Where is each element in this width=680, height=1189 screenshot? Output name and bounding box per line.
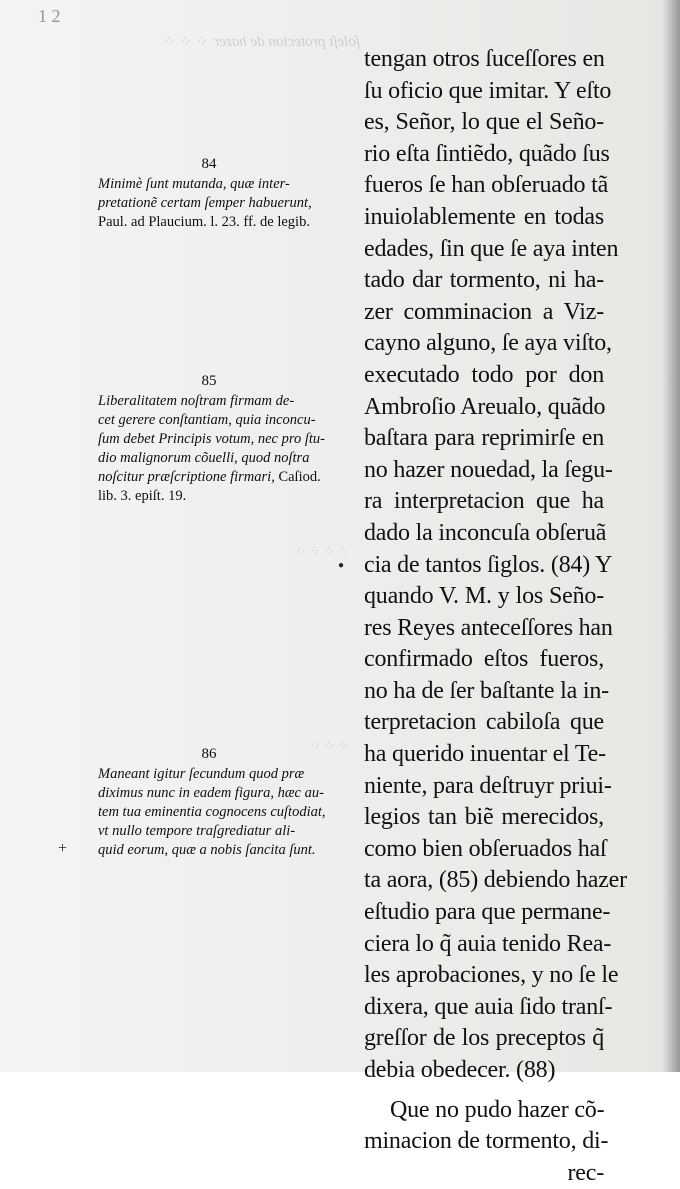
pen-mark: + bbox=[58, 840, 68, 857]
note-citation: Paul. ad Plaucium. l. 23. ff. de legib. bbox=[98, 214, 310, 230]
text-line: tengan otros ſuceſſores en bbox=[364, 46, 605, 72]
text-line: niente, para deſtruyr priui- bbox=[364, 772, 612, 799]
text-line: ha querido inuentar el Te- bbox=[364, 741, 606, 768]
text-line: baſtara para reprimirſe en bbox=[364, 425, 604, 452]
note-line: cet gerere conſtantiam, quia inconcu- bbox=[98, 412, 316, 428]
text-line: quando V. M. y los Seño- bbox=[364, 583, 604, 610]
text-line: cia de tantos ſiglos. (84) Y bbox=[364, 551, 613, 578]
text-line: edades, ſin que ſe aya inten bbox=[364, 235, 619, 262]
text-line: cayno alguno, ſe aya viſto, bbox=[364, 330, 612, 357]
text-line: fueros ſe han obſeruado tã bbox=[364, 172, 609, 199]
text-line: dado la inconcuſa obſeruã bbox=[364, 519, 607, 546]
text-line: legios tan biẽ merecidos, bbox=[364, 804, 604, 831]
text-line: dixera, que auia ſido tranſ- bbox=[364, 993, 613, 1020]
bleed-through-text: ⁘ ⁘ ⁘ bbox=[310, 738, 350, 753]
bleed-through-text: ſoleſt protecion de hazer ⁘ ⁘ ⁘ bbox=[164, 34, 360, 50]
note-line: dio malignorum cõuelli, quod noſtra bbox=[98, 450, 310, 466]
text-line: zer comminacion a Viz- bbox=[364, 298, 604, 325]
catchword: rec- bbox=[567, 1159, 604, 1186]
note-line: quid eorum, quæ a nobis ſancita ſunt. bbox=[98, 842, 316, 858]
note-number: 86 bbox=[201, 746, 217, 762]
text-line: terpretacion cabiloſa que bbox=[364, 709, 604, 736]
binding-shadow bbox=[662, 0, 680, 1072]
text-line: rio eſta ſintiẽdo, quãdo ſus bbox=[364, 140, 610, 167]
text-line: Ambroſio Areualo, quãdo bbox=[364, 393, 606, 420]
note-citation: lib. 3. epiſt. 19. bbox=[98, 488, 187, 504]
text-line: no ha de ſer baſtante la in- bbox=[364, 677, 609, 704]
text-line: no hazer nouedad, la ſegu- bbox=[364, 456, 613, 483]
ink-dot: ● bbox=[338, 560, 345, 571]
bleed-through-text: ⁘ ⁘ ⁘ ⁘ bbox=[296, 543, 350, 558]
text-line: executado todo por don bbox=[364, 361, 604, 388]
text-line: eſtudio para que permane- bbox=[364, 899, 611, 926]
text-line: greſſor de los preceptos q̃ bbox=[364, 1025, 604, 1052]
note-citation: Caſiod. bbox=[278, 469, 321, 485]
note-line: Maneant igitur ſecundum quod præ bbox=[98, 766, 305, 782]
text-line: tado dar tormento, ni ha- bbox=[364, 267, 604, 294]
text-line: res Reyes anteceſſores han bbox=[364, 614, 613, 641]
note-line: ſum debet Principis votum, nec pro ſtu- bbox=[98, 431, 325, 447]
text-line: ſu oficio que imitar. Y eſto bbox=[364, 77, 612, 104]
text-line: como bien obſeruados haſ bbox=[364, 835, 607, 862]
note-line: pretationẽ certam ſemper habuerunt, bbox=[98, 195, 312, 211]
text-line: confirmado eſtos fueros, bbox=[364, 646, 604, 673]
note-line: diximus nunc in eadem figura, hæc au- bbox=[98, 785, 324, 801]
note-line: Liberalitatem noſtram firmam de- bbox=[98, 393, 295, 409]
marginal-note-85 bbox=[98, 372, 325, 506]
text-line: ciera lo q̃ auia tenido Rea- bbox=[364, 930, 612, 957]
text-line: ta aora, (85) debiendo hazer bbox=[364, 867, 627, 894]
text-line: inuiolablemente en todas bbox=[364, 203, 604, 230]
text-line: debia obedecer. (88) bbox=[364, 1057, 556, 1083]
text-line: les aprobaciones, y no ſe le bbox=[364, 962, 619, 989]
note-line: noſcitur præſcriptione firmari, bbox=[98, 469, 275, 485]
note-number: 84 bbox=[201, 156, 217, 172]
note-line: vt nullo tempore traſgrediatur ali- bbox=[98, 823, 296, 839]
text-line: Que no pudo hazer cõ- bbox=[390, 1096, 605, 1123]
marginal-note-86 bbox=[98, 745, 326, 860]
text-line: minacion de tormento, di- bbox=[364, 1128, 609, 1155]
main-text-column bbox=[364, 44, 627, 1189]
marginal-note-84 bbox=[98, 155, 320, 232]
note-line: Minimè ſunt mutanda, quæ inter- bbox=[98, 176, 290, 192]
note-line: tem tua eminentia cognocens cuſtodiat, bbox=[98, 804, 326, 820]
note-number: 85 bbox=[201, 373, 217, 389]
text-line: es, Señor, lo que el Seño- bbox=[364, 109, 604, 136]
page-number: 1 2 bbox=[38, 6, 61, 26]
text-line: ra interpretacion que ha bbox=[364, 488, 604, 515]
